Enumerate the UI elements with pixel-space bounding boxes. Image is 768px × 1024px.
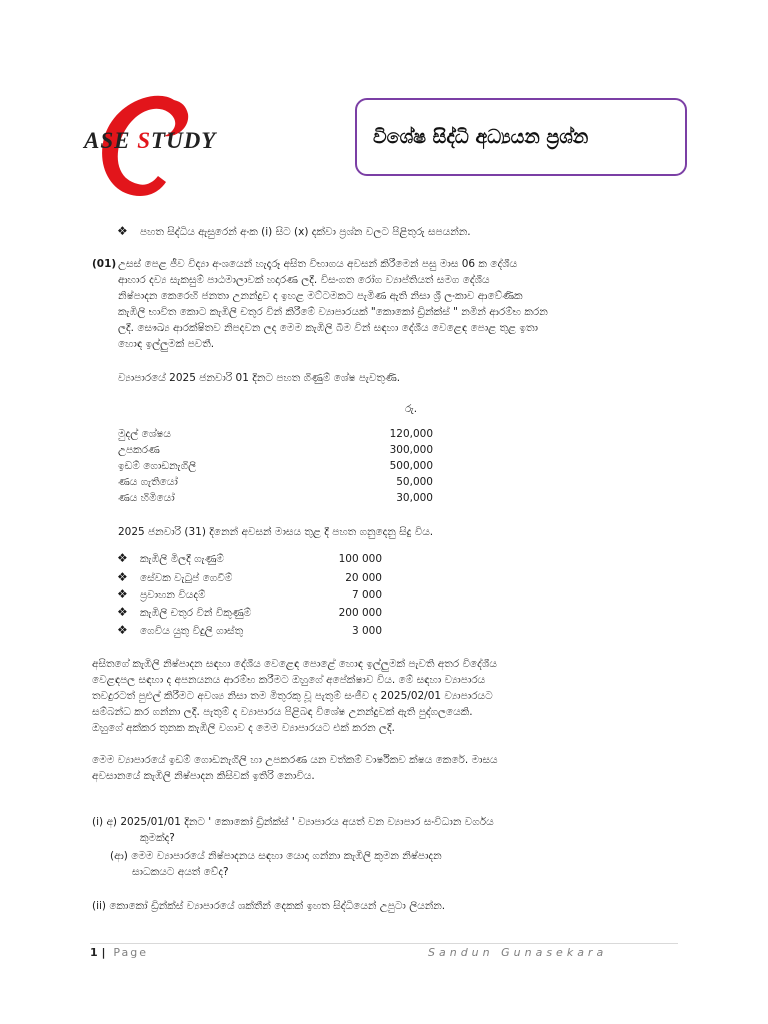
- para1-line: ආහාර දව්‍ය සැකසුම් පාඨමාලාවක් හදාරණ ලදී. විසංගත රෝග ව්‍යාප්තියත් සමග දේශීය: [118, 274, 490, 286]
- question-line: (i) අ) 2025/01/01 දිනට ' කොකෝ ඩ්‍රින්ක්ස් ' ව්‍යාපාරය අයත් වන ව්‍යාපාර සංවිධාන වර්ගය: [92, 816, 494, 828]
- transaction-amount: 3 000: [351, 625, 382, 637]
- balance-label: උපකරණ: [118, 444, 160, 456]
- para1-line: ලදී. සෞඛ්‍ය ආරක්ෂිතව නිපදවන ලද මෙම කැඹිලි බීම වින් සඳහා දේශීය වෙළෙඳ පොළ තුළ ඉතා: [118, 322, 538, 334]
- para3-line: අවසානයේ කැඹිලි නිෂ්පාදන කිසිවක් ඉතිරි නොවිය.: [92, 770, 315, 782]
- diamond-bullet-icon: ❖: [117, 551, 128, 565]
- balance-label: මුදල් ශේෂය: [118, 428, 171, 440]
- footer-divider: [90, 943, 678, 944]
- transactions-intro: 2025 ජනවාරි (31) දිනෙන් අවසන් මාසය තුළ දී පහත ගනුදෙනු සිදු විය.: [118, 526, 434, 538]
- question-line: (ii) කොකෝ ඩ්‍රින්ක්ස් ව්‍යාපාරයේ ශක්තීන් දෙකක් ඉහත සිද්ධියෙන් උපුටා ලියන්න.: [92, 900, 446, 912]
- diamond-bullet-icon: ❖: [117, 623, 128, 637]
- transaction-amount: 7 000: [351, 589, 382, 601]
- balance-amount: 50,000: [396, 476, 433, 488]
- transaction-label: සේවක වැටුප් ගෙවීම්: [140, 572, 233, 584]
- para2-line: අසිතගේ කැඹිලි නිෂ්පාදන සඳහා දේශීය වෙළෙඳ පොළේ හොඳ ඉල්ලුමක් පැවති අතර විදේශීය: [92, 658, 497, 670]
- para2-line: සම්බන්ධ කර ගන්නා ලදී. පැතුම් ද ව්‍යාපාරය පිළිබඳ විශේෂ උනන්දුවක් ඇති පුද්ගලයෙකි.: [92, 706, 473, 718]
- page-number: 1 | Page: [90, 946, 148, 959]
- page-title: විශේෂ සිද්ධි අධ්‍යයන ප්‍රශ්න: [373, 126, 589, 148]
- footer-author: Sandun Gunasekara: [428, 946, 608, 959]
- balance-amount: 120,000: [389, 428, 433, 440]
- transaction-label: ගෙවිය යුතු විදුලි ගාස්තු: [140, 625, 244, 637]
- para1-line: හොඳ ඉල්ලුමක් පවතී.: [118, 338, 215, 350]
- balance-amount: 300,000: [389, 444, 433, 456]
- diamond-bullet-icon: ❖: [117, 605, 128, 619]
- currency-header: රු.: [405, 403, 418, 415]
- balance-amount: 30,000: [396, 492, 433, 504]
- balance-amount: 500,000: [389, 460, 433, 472]
- transaction-label: කැඹිලි චතුර වින් විකුණුම්: [140, 607, 252, 619]
- diamond-bullet-icon: ❖: [117, 570, 128, 584]
- question-line: සාධකයට අයත් වේද?: [132, 866, 229, 878]
- balance-label: ණය හිමියෝ: [118, 492, 175, 504]
- transaction-label: ප්‍රවාහන වියදම්: [140, 589, 206, 601]
- question-line: කුමක්ද?: [140, 832, 175, 844]
- para2-line: ඔහුගේ අක්කර තුනක කැඹිලි වගාව ද මෙම ව්‍යාපාරයට එක් කරන ලදී.: [92, 722, 396, 734]
- transaction-amount: 20 000: [345, 572, 382, 584]
- balance-intro: ව්‍යාපාරයේ 2025 ජනවාරි 01 දිනට පහත ගිණුම් ශේෂ පැවතුණි.: [118, 372, 401, 384]
- diamond-bullet-icon: ❖: [117, 224, 128, 238]
- para2-line: වෙළඳපල සඳහා ද අපනයනය ආරම්භ කරීමට ඔහුගේ අපේක්ෂාව විය. මේ සඳහා ව්‍යාපාරය: [92, 674, 486, 686]
- question-line: (ආ) මෙම ව්‍යාපාරයේ නිෂ්පාදනය සඳහා යොදා ගන්නා කැඹිලි කුමන නිෂ්පාදන: [110, 850, 442, 862]
- instruction-text: පහත සිද්ධිය ඇසුරෙන් අංක (i) සිට (x) දක්වා ප්‍රශ්න වලට පිළිතුරු සපයන්න.: [140, 226, 471, 238]
- title-box: [355, 98, 687, 176]
- transaction-amount: 200 000: [338, 607, 382, 619]
- para1-line: නිෂ්පාදන කෙරෙහි ජනතා උනන්දුව ද ඉහළ මට්ටමකට පැමිණ ඇති නිසා ශ්‍රී ලංකාව ආවේණික: [118, 290, 523, 302]
- para2-line: තවදුරටත් පුළුල් කිරීමට අවශ්‍ය නිසා තම මිතුරකු වූ පැතුම් සංජීව ද 2025/02/01 ව්‍යාපාරයට: [92, 690, 493, 702]
- diamond-bullet-icon: ❖: [117, 587, 128, 601]
- case-number: (01): [92, 258, 117, 270]
- para3-line: මෙම ව්‍යාපාරයේ ඉඩම් ගොඩනැගිලි හා උපකරණ යන වත්කම් වාර්ෂිකව ක්ෂය කෙරේ. මාසය: [92, 754, 498, 766]
- logo-wordmark: ASE STUDY: [84, 128, 217, 153]
- transaction-label: කැඹිලි මිලදී ගැණුම්: [140, 553, 224, 565]
- balance-label: ණය ගැතියෝ: [118, 476, 178, 488]
- transaction-amount: 100 000: [338, 553, 382, 565]
- para1-line: උසස් පෙළ ජීව විද්‍යා අංශයෙන් හැදෑරූ අසිත විභාගය අවසන් කිරීමෙන් පසු මාස 06 ක දේශීය: [118, 258, 518, 270]
- para1-line: කැඹිලි භාවිත කොට කැඹිලි චතුර වින් කිරීමේ ව්‍යාපාරයක් "කොකෝ ඩ්‍රින්ක්ස් " නමින් ආරම්භ කරන: [118, 306, 548, 318]
- balance-label: ඉඩම් ගොඩනැගිලි: [118, 460, 197, 472]
